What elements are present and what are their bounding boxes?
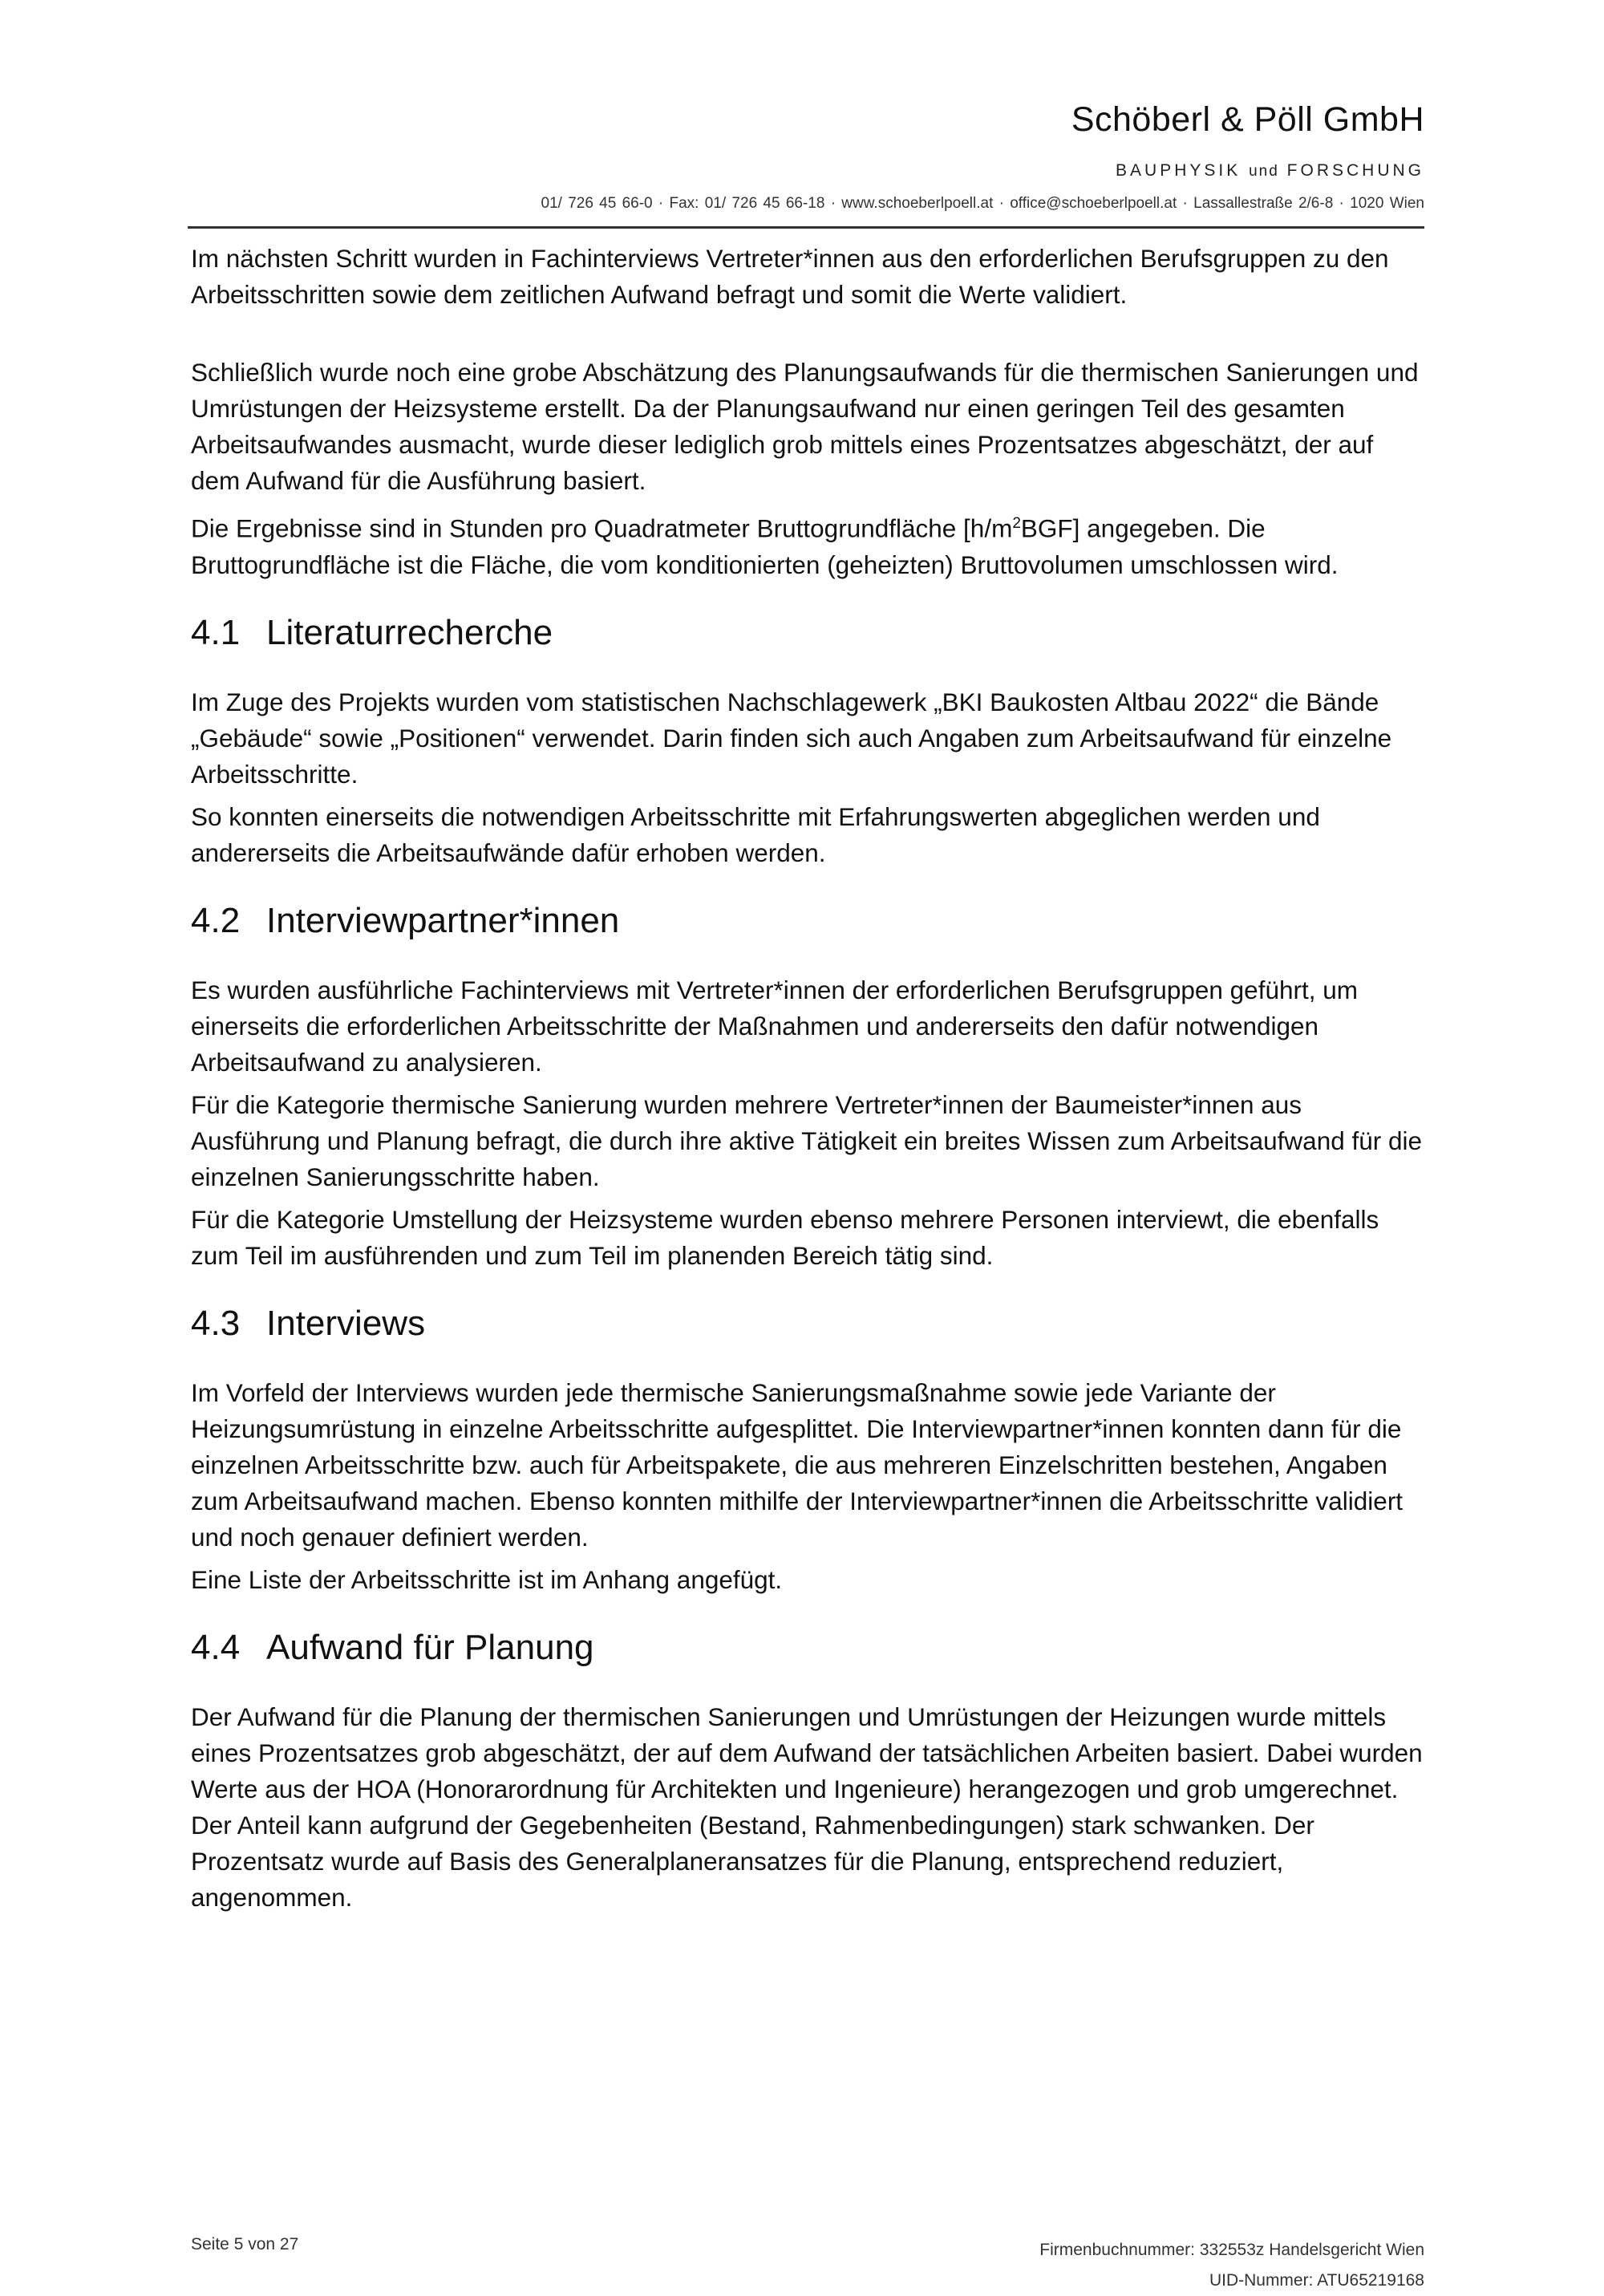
intro-paragraph-1: Im nächsten Schritt wurden in Fachinterviews Vertreter*innen aus den erforderlichen Berufsgruppen zu den Arbeitsschritten sowie dem zeitlichen Aufwand befragt und somit die Werte validiert. <box>191 244 1389 309</box>
s41-paragraph-2: So konnten einerseits die notwendigen Arbeitsschritte mit Erfahrungswerten abgeglichen werden und andererseits die Arbeitsaufwände dafür erhoben werden. <box>191 801 1320 867</box>
section-number: 4.4 <box>191 1627 241 1667</box>
vat-id: UID-Nummer: ATU65219168 <box>1209 2271 1424 2290</box>
section-heading-4-2 <box>191 900 1424 942</box>
header-divider <box>188 226 1424 229</box>
s43-paragraph-1: Im Vorfeld der Interviews wurden jede thermische Sanierungsmaßnahme sowie jede Variante der Heizungsumrüstung in einzelne Arbeitsschritte aufgesplittet. Die Interviewpartner*innen konnten dann für die einzelnen Arbeitsschritte bzw. auch für Arbeitspakete, die aus mehreren Einzelschritten bestehen, Angaben zum Arbeitsaufwand machen. Ebenso konnten mithilfe der Interviewpartner*innen die Arbeitsschritte validiert und noch genauer definiert werden. <box>191 1377 1404 1552</box>
s42-paragraph-1: Es wurden ausführliche Fachinterviews mit Vertreter*innen der erforderlichen Berufsgruppen geführt, um einerseits die erforderlichen Arbeitsschritte der Maßnahmen und andererseits den dafür notwendigen Arbeitsaufwand zu analysieren. <box>191 975 1358 1077</box>
subtitle-und: und <box>1249 163 1279 180</box>
intro-p3-end: BGF] angegeben. Die Bruttogrundfläche ist die Fläche, die vom konditionierten (geheizten) Bruttovolumen umschlossen wird. <box>191 513 1339 579</box>
paragraph-gap <box>191 319 1424 355</box>
section-title: Aufwand für Planung <box>266 1627 594 1667</box>
subtitle-bauphysik: BAUPHYSIK <box>1116 161 1241 180</box>
intro-p3-start: Die Ergebnisse sind in Stunden pro Quadratmeter Bruttogrundfläche [h/m <box>191 513 1013 543</box>
s41-paragraph-1: Im Zuge des Projekts wurden vom statistischen Nachschlagewerk „BKI Baukosten Altbau 2022“ die Bände „Gebäude“ sowie „Positionen“ verwendet. Darin finden sich auch Angaben zum Arbeitsaufwand für einzelne Arbeitsschritte. <box>191 687 1392 789</box>
section-heading-4-1 <box>191 612 1424 654</box>
s44-paragraph-1: Der Aufwand für die Planung der thermischen Sanierungen und Umrüstungen der Heizungen wurde mittels eines Prozentsatzes grob abgeschätzt, der auf dem Aufwand der tatsächlichen Arbeiten basiert. Dabei wurden Werte aus der HOA (Honorarordnung für Architekten und Ingenieure) herangezogen und grob umgerechnet. Der Anteil kann aufgrund der Gegebenheiten (Bestand, Rahmenbedingungen) stark schwanken. Der Prozentsatz wurde auf Basis des Generalplaneransatzes für die Planung, entsprechend reduziert, angenommen. <box>191 1702 1423 1912</box>
intro-paragraph-2: Schließlich wurde noch eine grobe Abschätzung des Planungsaufwands für die thermischen Sanierungen und Umrüstungen der Heizsysteme erstellt. Da der Planungsaufwand nur einen geringen Teil des gesamten Arbeitsaufwandes ausmacht, wurde dieser lediglich grob mittels eines Prozentsatzes abgeschätzt, der auf dem Aufwand für die Ausführung basiert. <box>191 358 1419 495</box>
section-title: Interviewpartner*innen <box>266 900 620 940</box>
page-number: Seite 5 von 27 <box>191 2235 299 2253</box>
subtitle-forschung: FORSCHUNG <box>1286 161 1424 180</box>
s43-paragraph-2: Eine Liste der Arbeitsschritte ist im Anhang angefügt. <box>191 1564 783 1594</box>
section-number: 4.3 <box>191 1303 241 1343</box>
company-subtitle <box>188 161 1424 181</box>
section-title: Interviews <box>266 1303 426 1343</box>
section-number: 4.2 <box>191 900 241 940</box>
intro-paragraph-3 <box>191 505 1424 583</box>
section-heading-4-4 <box>191 1627 1424 1669</box>
company-register: Firmenbuchnummer: 332553z Handelsgericht Wien <box>1039 2241 1424 2259</box>
section-number: 4.1 <box>191 612 241 652</box>
footer-company-info <box>1039 2235 1424 2296</box>
s42-paragraph-3: Für die Kategorie Umstellung der Heizsysteme wurden ebenso mehrere Personen interviewt, die ebenfalls zum Teil im ausführenden und zum Teil im planenden Bereich tätig sind. <box>191 1204 1379 1270</box>
superscript-2: 2 <box>1012 515 1021 532</box>
company-name: Schöberl & Pöll GmbH <box>1071 100 1424 139</box>
contact-line: 01/ 726 45 66-0 · Fax: 01/ 726 45 66-18 · www.schoeberlpoell.at · office@schoeberlpoell.at · Lassallestraße 2/6-8 · 1020 Wien <box>541 195 1424 212</box>
section-title: Literaturrecherche <box>266 612 553 652</box>
s42-paragraph-2: Für die Kategorie thermische Sanierung wurden mehrere Vertreter*innen der Baumeister*innen aus Ausführung und Planung befragt, die durch ihre aktive Tätigkeit ein breites Wissen zum Arbeitsaufwand für die einzelnen Sanierungsschritte haben. <box>191 1089 1423 1191</box>
section-heading-4-3 <box>191 1303 1424 1345</box>
document-body <box>191 241 1424 1922</box>
page-header <box>188 100 1424 213</box>
